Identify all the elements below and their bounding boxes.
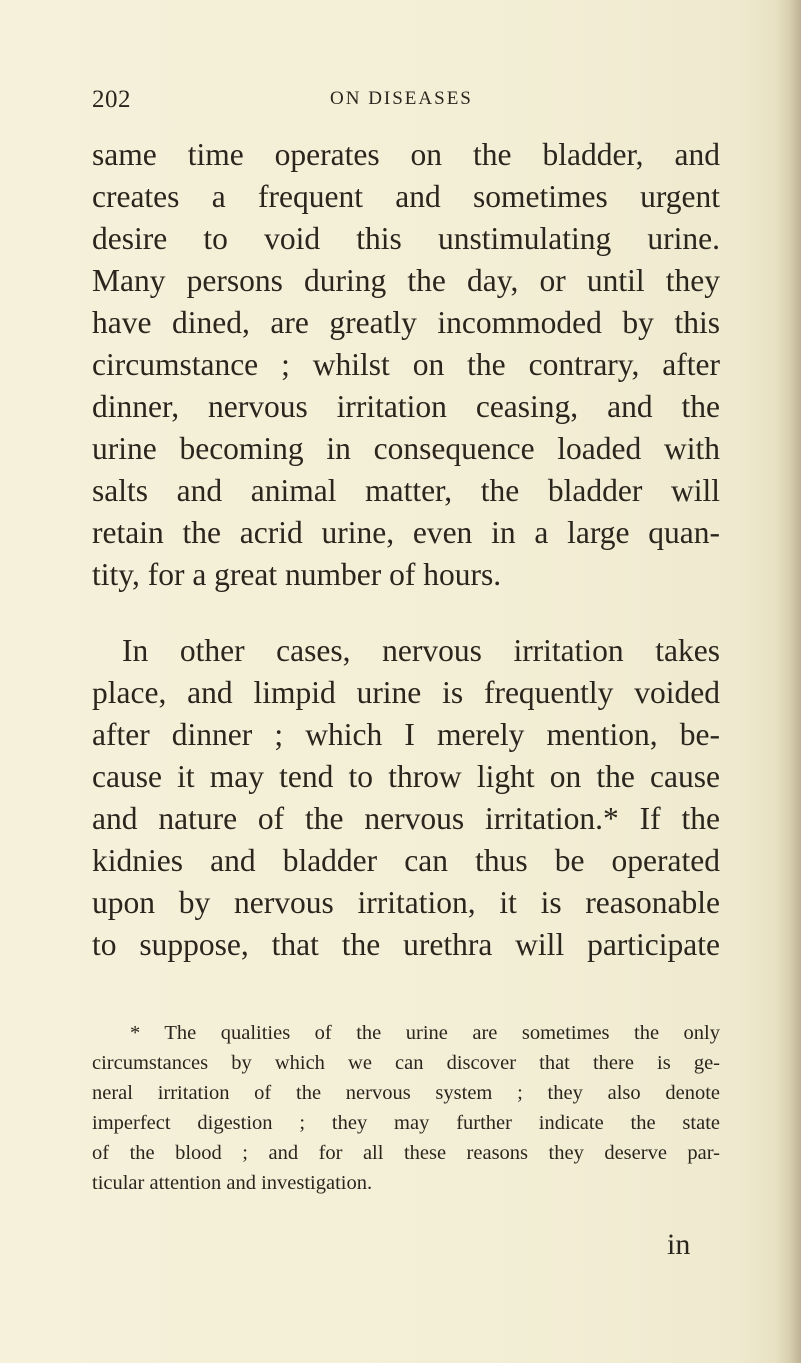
text-line: have dined, are greatly incommoded by this [92, 305, 720, 340]
footnote-line: neral irritation of the nervous system ; they also denote [92, 1082, 720, 1104]
text-line: retain the acrid urine, even in a large quan- [92, 515, 720, 550]
footnote-line: imperfect digestion ; they may further indicate the state [92, 1112, 720, 1134]
text-line: In other cases, nervous irritation takes [122, 633, 720, 668]
page-header [92, 86, 752, 122]
text-line: same time operates on the bladder, and [92, 137, 720, 172]
text-line: circumstance ; whilst on the contrary, after [92, 347, 720, 382]
text-line: desire to void this unstimulating urine. [92, 221, 720, 256]
text-line: creates a frequent and sometimes urgent [92, 179, 720, 214]
page-edge-shadow [775, 0, 801, 1363]
text-line: tity, for a great number of hours. [92, 557, 502, 592]
footnote-line: of the blood ; and for all these reasons they deserve par- [92, 1142, 720, 1164]
text-line: place, and limpid urine is frequently voided [92, 675, 720, 710]
text-line: cause it may tend to throw light on the cause [92, 759, 720, 794]
footnote [92, 1018, 720, 1198]
paragraph-2 [92, 630, 720, 966]
text-line: dinner, nervous irritation ceasing, and the [92, 389, 720, 424]
text-line: urine becoming in consequence loaded with [92, 431, 720, 466]
body-text [92, 134, 720, 966]
text-line: to suppose, that the urethra will participate [92, 927, 720, 962]
text-line: Many persons during the day, or until they [92, 263, 720, 298]
catchword: in [667, 1228, 691, 1261]
text-line: salts and animal matter, the bladder will [92, 473, 720, 508]
text-line: kidnies and bladder can thus be operated [92, 843, 720, 878]
page-number: 202 [92, 86, 131, 113]
running-title: ON DISEASES [330, 88, 473, 109]
footnote-line: circumstances by which we can discover that there is ge- [92, 1052, 720, 1074]
text-line: and nature of the nervous irritation.* If the [92, 801, 720, 836]
paragraph-1 [92, 134, 720, 596]
text-line: upon by nervous irritation, it is reasonable [92, 885, 720, 920]
text-line: after dinner ; which I merely mention, be- [92, 717, 720, 752]
paragraph-gap [92, 596, 720, 630]
footnote-line: * The qualities of the urine are sometimes the only [130, 1022, 720, 1044]
footnote-line: ticular attention and investigation. [92, 1172, 373, 1194]
